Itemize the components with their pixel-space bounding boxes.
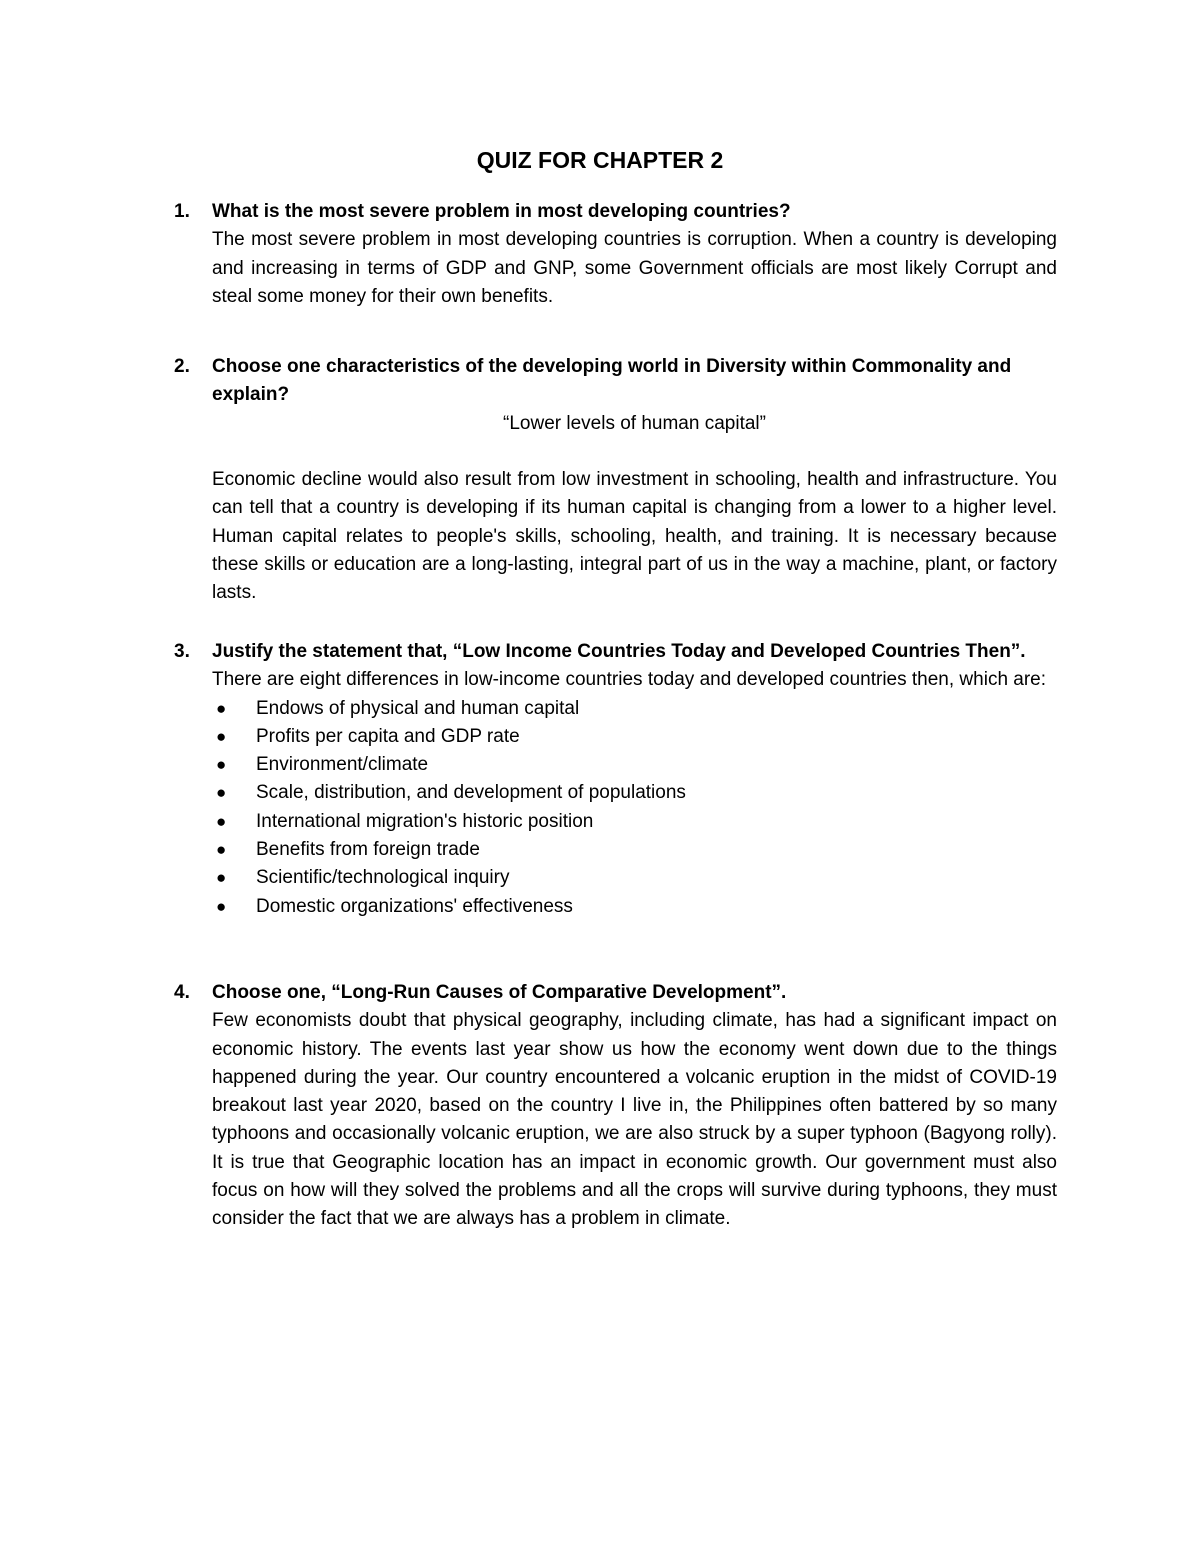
bullet-icon: ● bbox=[216, 698, 227, 718]
list-item: ● Benefits from foreign trade bbox=[212, 836, 1057, 864]
question-text: Choose one, “Long-Run Causes of Comparative Development”. bbox=[212, 982, 787, 1003]
bullet-icon: ● bbox=[216, 840, 227, 860]
question-body bbox=[212, 638, 1057, 921]
quote-text: “Lower levels of human capital” bbox=[503, 412, 766, 434]
list-item: ● International migration's historic position bbox=[212, 808, 1057, 836]
list-item: ● Endows of physical and human capital bbox=[212, 695, 1057, 723]
list-item: ● Scale, distribution, and development of populations bbox=[212, 779, 1057, 807]
bullet-icon: ● bbox=[216, 896, 227, 916]
bullet-icon: ● bbox=[216, 811, 227, 831]
answer-text: The most severe problem in most developing countries is corruption. When a country is developing and increasing in terms of GDP and GNP, some Government officials are most likely Corrupt and steal some money for their own benefits. bbox=[212, 229, 1057, 307]
list-item: ● Environment/climate bbox=[212, 751, 1057, 779]
answer-text: Few economists doubt that physical geography, including climate, has had a significant impact on economic history. The events last year show us how the economy went down due to the things happened during the year. Our country encountered a volcanic eruption in the midst of COVID-19 breakout last year 2020, based on the country I live in, the Philippines often battered by so many typhoons and occasionally volcanic eruption, we are also struck by a super typhoon (Bagyong rolly). It is true that Geographic location has an impact in economic growth. Our government must also focus on how will they solved the problems and all the crops will survive during typhoons, they must consider the fact that we are always has a problem in climate. bbox=[212, 1010, 1057, 1230]
question-number: 3. bbox=[174, 641, 190, 662]
bullet-icon: ● bbox=[216, 783, 227, 803]
list-item: ● Scientific/technological inquiry bbox=[212, 864, 1057, 892]
question-number: 2. bbox=[174, 356, 190, 377]
bullet-list bbox=[212, 695, 1057, 921]
question-body bbox=[212, 353, 1057, 608]
question-body bbox=[212, 198, 1057, 311]
answer-text: There are eight differences in low-income countries today and developed countries then, which are: bbox=[212, 669, 1047, 691]
bullet-icon: ● bbox=[216, 726, 227, 746]
answer-text: Economic decline would also result from low investment in schooling, health and infrastructure. You can tell that a country is developing if its human capital is changing from a lower to a higher level. Human capital relates to people's skills, schooling, health, and training. It is necessary because these skills or education are a long-lasting, integral part of us in the way a machine, plant, or factory lasts. bbox=[212, 469, 1057, 604]
question-text: What is the most severe problem in most developing countries? bbox=[212, 201, 791, 222]
list-item: ● Domestic organizations' effectiveness bbox=[212, 893, 1057, 921]
list-item: ● Profits per capita and GDP rate bbox=[212, 723, 1057, 751]
page-title: QUIZ FOR CHAPTER 2 bbox=[476, 147, 724, 173]
question-number: 1. bbox=[174, 201, 190, 222]
question-number: 4. bbox=[174, 982, 190, 1003]
bullet-icon: ● bbox=[216, 868, 227, 888]
question-body bbox=[212, 979, 1057, 1234]
question-text: Choose one characteristics of the developing world in Diversity within Commonality and explain? bbox=[212, 356, 1012, 406]
question-text: Justify the statement that, “Low Income Countries Today and Developed Countries Then”. bbox=[212, 641, 1026, 662]
bullet-icon: ● bbox=[216, 755, 227, 775]
